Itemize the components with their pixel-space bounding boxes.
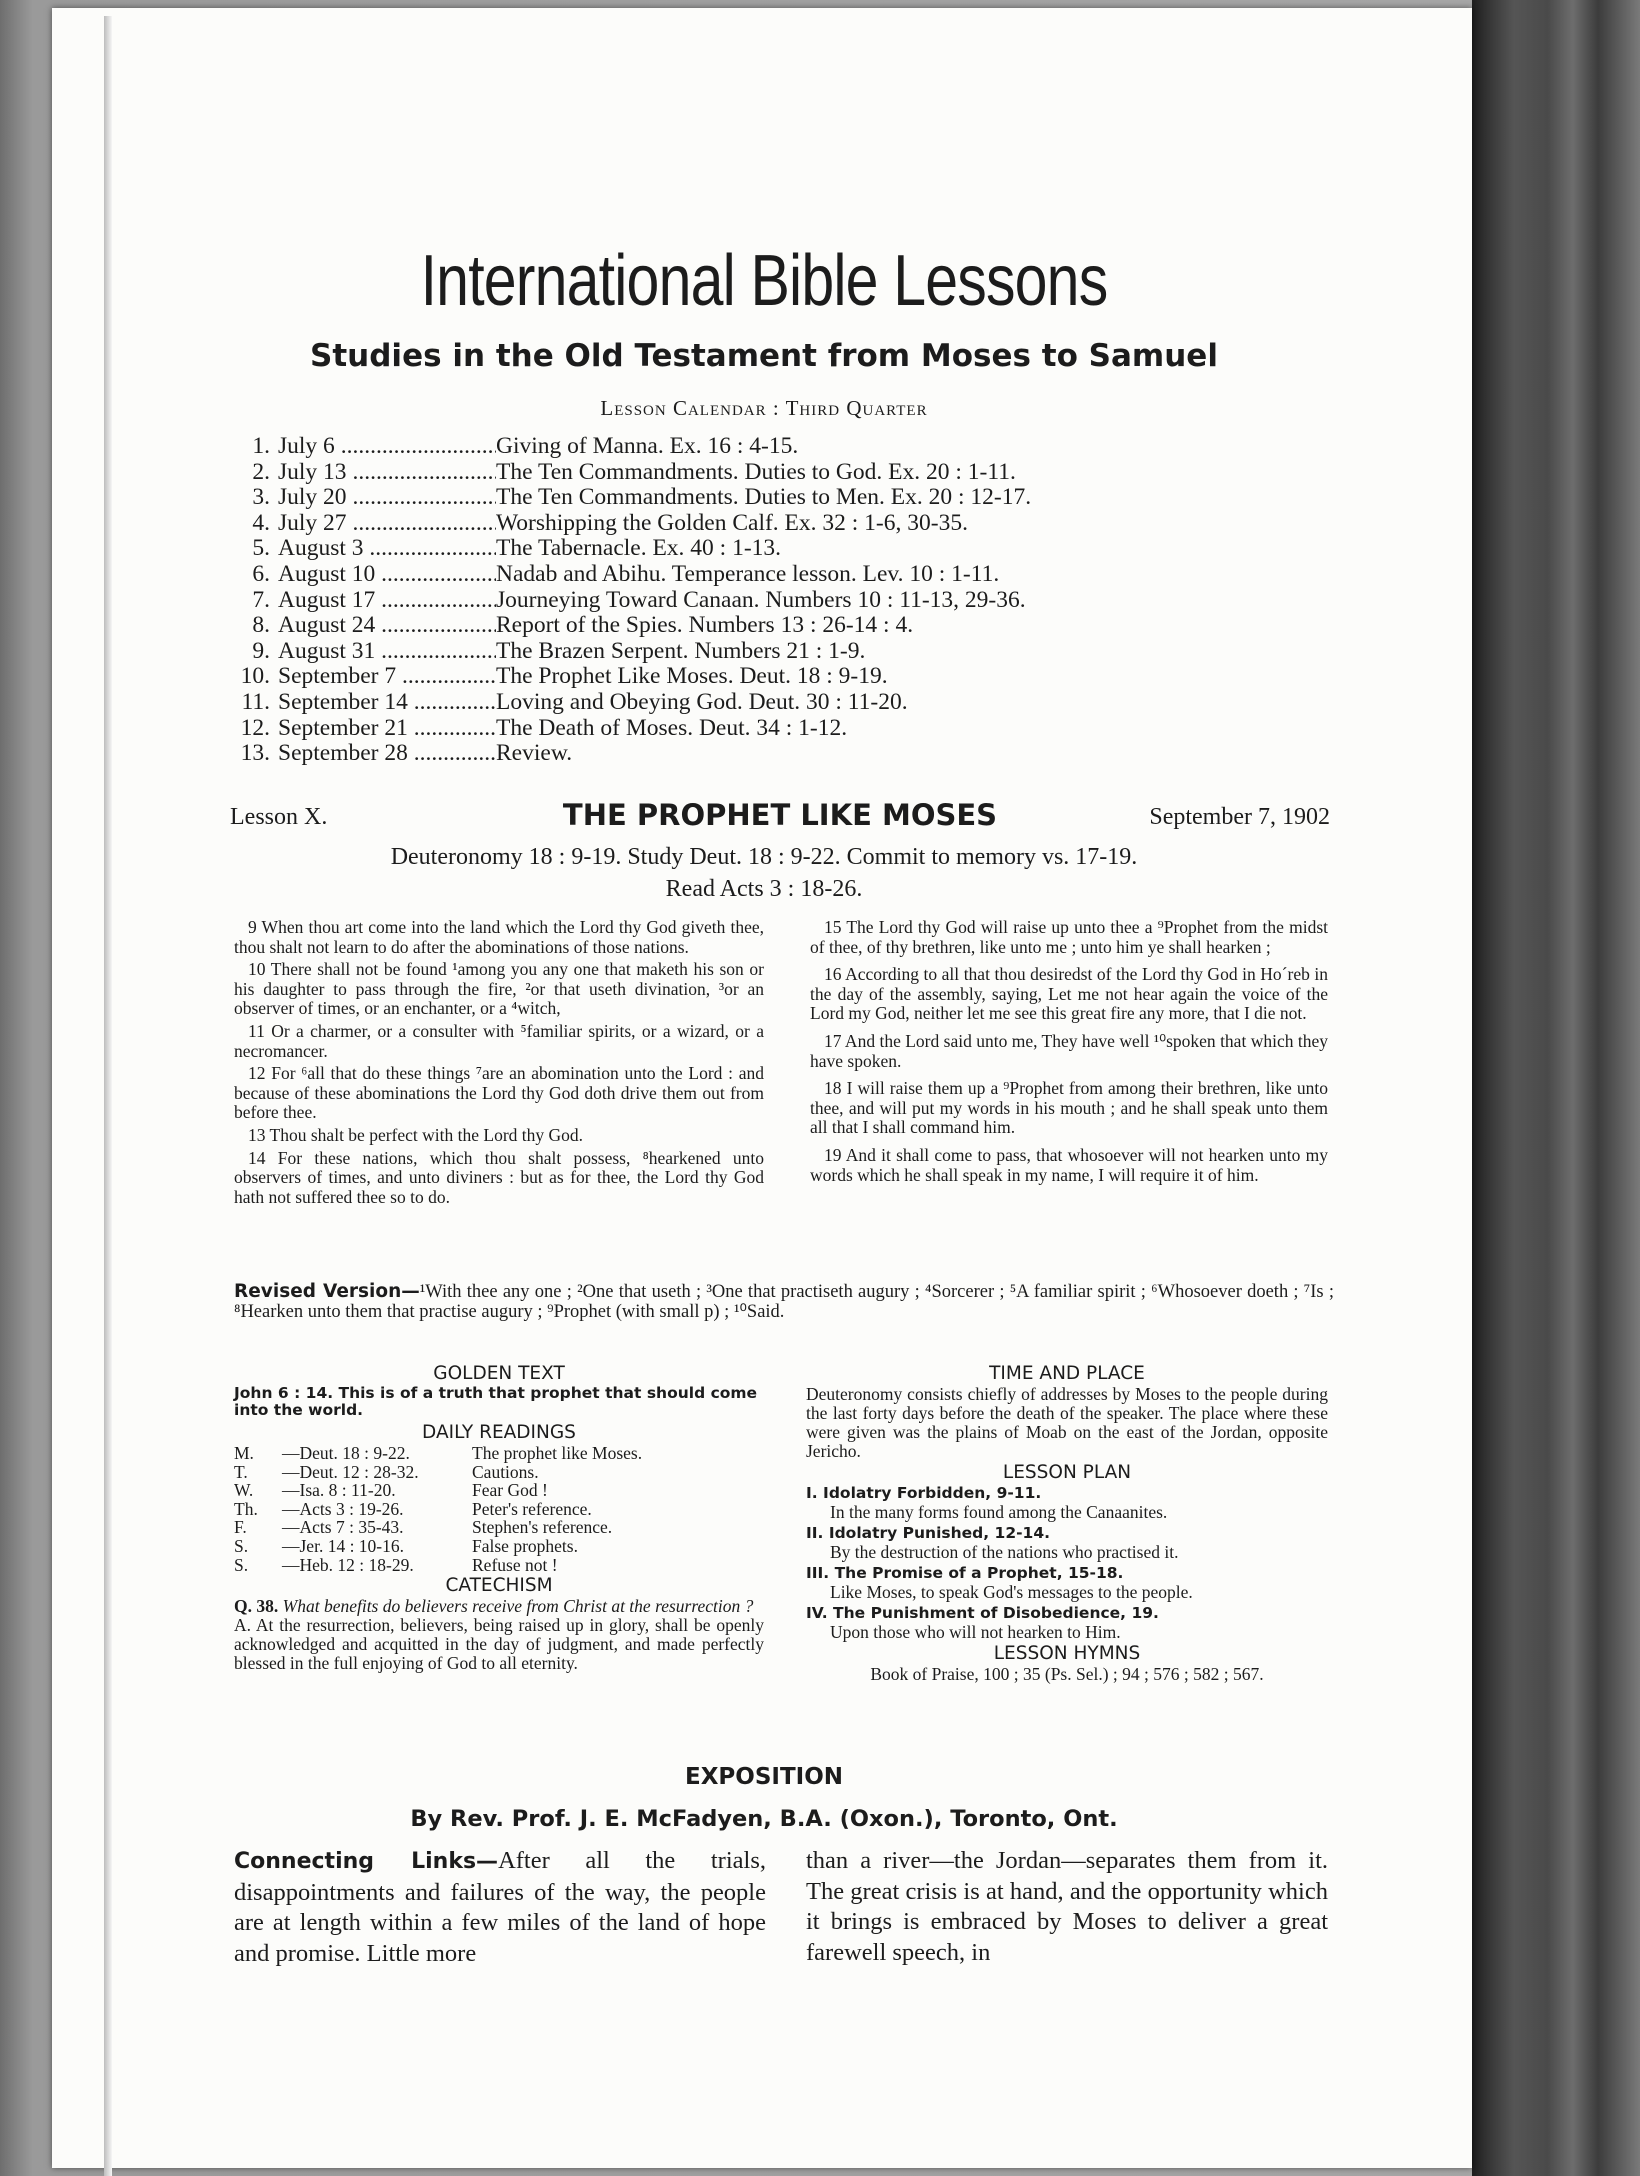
calendar-row [234,639,1334,665]
reading-day: S. [234,1554,249,1575]
lesson-title: THE PROPHET LIKE MOSES [562,798,998,832]
calendar-row [234,562,1334,588]
calendar-number: 6. [252,560,270,587]
calendar-row [234,536,1334,562]
lesson-plan-item: II. Idolatry Punished, 12-14. [806,1524,1051,1542]
verse: 17 And the Lord said unto me, They have well ¹⁰spoken that which they have spoken. [810,1030,1328,1071]
calendar-row [234,741,1334,767]
lesson-plan-detail: By the destruction of the nations who practised it. [830,1542,1179,1562]
calendar-lesson: The Tabernacle. Ex. 40 : 1-13. [496,535,782,562]
book-page-edges [1472,0,1640,2176]
reading-description: Cautions. [472,1461,539,1482]
calendar-row [234,434,1334,460]
catechism-question-number: Q. 38. [234,1596,279,1617]
calendar-number: 11. [241,688,270,715]
calendar-date: July 13 ..... [278,460,496,486]
calendar-lesson: Loving and Obeying God. Deut. 30 : 11-20. [496,688,908,715]
calendar-lesson: Nadab and Abihu. Temperance lesson. Lev. 10 : 1-11. [496,560,1000,587]
calendar-row [234,716,1334,742]
calendar-number: 13. [240,740,270,767]
reading-day: S. [234,1535,249,1556]
time-place-heading: TIME AND PLACE [989,1363,1145,1384]
calendar-number: 10. [240,663,270,690]
lesson-hymns-heading: LESSON HYMNS [993,1643,1141,1664]
calendar-date: July 27 ..... [278,511,496,537]
calendar-heading: Lesson Calendar : Third Quarter [600,396,928,420]
reading-day: Th. [234,1498,258,1519]
calendar-date: August 17 ..... [278,588,496,614]
calendar-row [234,664,1334,690]
calendar-number: 1. [252,433,270,459]
reading-reference: —Acts 7 : 35-43. [282,1517,404,1538]
lesson-plan-item: I. Idolatry Forbidden, 9-11. [806,1484,1042,1502]
calendar-number: 9. [252,637,270,664]
calendar-lesson: The Death of Moses. Deut. 34 : 1-12. [496,714,848,741]
reading-reference: —Heb. 12 : 18-29. [282,1554,414,1575]
calendar-date: September 14 ..... [278,690,496,716]
calendar-date: September 28 ..... [278,741,496,767]
revised-version-text: ¹With thee any one ; ²One that useth ; ³One that practiseth augury ; ⁴Sorcerer ; ⁵A familiar spirit ; ⁶Whosoever doeth ; ⁷Is ; ⁸Hearken unto them that practise augury ; ⁹Prophet (with small p) ; ¹⁰Said. [234,1282,1334,1322]
calendar-row [234,460,1334,486]
reading-description: Stephen's reference. [472,1517,613,1538]
daily-readings-list [234,1444,764,1574]
golden-text-heading: GOLDEN TEXT [433,1363,565,1384]
calendar-date: August 31 ..... [278,639,496,665]
verse: 13 Thou shalt be perfect with the Lord thy God. [248,1124,584,1145]
exposition-byline: By Rev. Prof. J. E. McFadyen, B.A. (Oxon.), Toronto, Ont. [410,1806,1118,1832]
calendar-row [234,613,1334,639]
calendar-lesson: The Ten Commandments. Duties to God. Ex. 20 : 1-11. [496,458,1016,485]
calendar-row [234,588,1334,614]
reading-day: W. [234,1480,254,1501]
exposition-left-column [234,1846,766,1969]
reading-reference: —Jer. 14 : 10-16. [282,1535,405,1556]
calendar-number: 5. [252,535,270,562]
calendar-lesson: The Brazen Serpent. Numbers 21 : 1-9. [496,637,866,664]
reading-day: F. [234,1517,247,1538]
calendar-lesson: Report of the Spies. Numbers 13 : 26-14 : 4. [496,612,914,639]
lesson-calendar [234,434,1334,767]
catechism-question-para [234,1597,764,1616]
reading-reference: —Acts 3 : 19-26. [282,1498,404,1519]
page-gutter-shadow [104,16,112,2176]
calendar-row [234,485,1334,511]
calendar-number: 8. [252,612,270,639]
revised-version-label: Revised Version— [234,1281,420,1302]
reading-description: Peter's reference. [472,1498,592,1519]
lesson-number: Lesson X. [230,804,328,830]
verses-left-column [234,918,764,1210]
lesson-date: September 7, 1902 [1149,804,1330,830]
reading-description: Fear God ! [472,1480,548,1501]
calendar-number: 3. [252,484,270,511]
lesson-scripture: Deuteronomy 18 : 9-19. Study Deut. 18 : 9-22. Commit to memory vs. 17-19. [390,844,1138,870]
verse: 9 When thou art come into the land which the Lord thy God giveth thee, thou shalt not learn to do after the abominations of those nations. [234,917,764,957]
exposition-right-column [806,1846,1328,1968]
reading-day: T. [234,1461,248,1482]
document-page [52,8,1472,2168]
calendar-lesson: The Prophet Like Moses. Deut. 18 : 9-19. [496,663,888,690]
exposition-heading: EXPOSITION [684,1764,844,1790]
time-place-body [806,1385,1328,1461]
left-study-column [234,1362,764,1673]
calendar-number: 2. [252,458,270,485]
calendar-date: August 10 ..... [278,562,496,588]
daily-readings-heading: DAILY READINGS [422,1422,576,1443]
lesson-plan-list [806,1484,1328,1642]
verse: 14 For these nations, which thou shalt possess, ⁸hearkened unto observers of times, and unto diviners : but as for thee, the Lord thy God hath not suffered thee so to do. [234,1147,764,1207]
lesson-plan-item: III. The Promise of a Prophet, 15-18. [806,1564,1124,1582]
calendar-lesson: Giving of Manna. Ex. 16 : 4-15. [496,433,799,459]
calendar-date: August 3 ..... [278,536,496,562]
calendar-row [234,690,1334,716]
exposition-right-text: than a river—the Jordan—separates them from it. The great crisis is at hand, and the opportunity which it brings is embraced by Moses to deliver a great farewell speech, in [806,1847,1328,1966]
reading-description: False prophets. [472,1535,578,1556]
catechism-heading: CATECHISM [445,1575,553,1597]
reading-reference: —Deut. 18 : 9-22. [282,1443,410,1463]
exposition-left-text: After all the trials, disappointments and failures of the way, the people are at length within a few miles of the land of hope and promise. Little more [234,1847,766,1967]
calendar-number: 7. [252,586,270,613]
calendar-date: July 6 ..... [278,434,496,460]
lesson-plan-heading: LESSON PLAN [1002,1462,1132,1483]
verse: 15 The Lord thy God will raise up unto thee a ⁹Prophet from the midst of thee, of thy brethren, like unto me ; unto him ye shall hearken ; [810,917,1328,957]
calendar-row [234,511,1334,537]
verse: 19 And it shall come to pass, that whosoever will not hearken unto my words which he shall speak in my name, I will require it of him. [810,1144,1328,1185]
page-title: International Bible Lessons [420,241,1108,321]
lesson-hymns: Book of Praise, 100 ; 35 (Ps. Sel.) ; 94 ; 576 ; 582 ; 567. [870,1664,1264,1684]
lesson-plan-detail: In the many forms found among the Canaanites. [830,1502,1168,1522]
exposition-lead: Connecting Links— [234,1849,499,1874]
lesson-reading: Read Acts 3 : 18-26. [665,876,863,902]
calendar-date: July 20 ..... [278,485,496,511]
reading-description: Refuse not ! [472,1554,558,1575]
calendar-number: 4. [252,509,270,536]
lesson-plan-detail: Like Moses, to speak God's messages to the people. [830,1582,1193,1602]
calendar-lesson: Worshipping the Golden Calf. Ex. 32 : 1-6, 30-35. [496,509,968,536]
calendar-number: 12. [240,714,270,741]
page-subtitle: Studies in the Old Testament from Moses to Samuel [310,338,1218,374]
calendar-date: August 24 ..... [278,613,496,639]
reading-reference: —Isa. 8 : 11-20. [282,1480,396,1501]
time-place-text: Deuteronomy consists chiefly of addresses by Moses to the people during the last forty days before the death of the speaker. The place where these were given was the plains of Moab on the east of the Jordan, opposite Jericho. [806,1384,1328,1461]
reading-reference: —Deut. 12 : 28-32. [282,1461,419,1482]
right-study-column [806,1362,1328,1684]
verse: 18 I will raise them up a ⁹Prophet from among their brethren, like unto thee, and will put my words in his mouth ; and he shall speak unto them all that I shall command him. [810,1078,1328,1138]
calendar-lesson: Journeying Toward Canaan. Numbers 10 : 11-13, 29-36. [496,586,1026,613]
calendar-date: September 21 ..... [278,716,496,742]
calendar-lesson: Review. [496,740,573,767]
calendar-date: September 7 ..... [278,664,496,690]
lesson-plan-detail: Upon those who will not hearken to Him. [830,1622,1121,1642]
reading-description: The prophet like Moses. [472,1443,643,1463]
golden-text: John 6 : 14. This is of a truth that prophet that should come into the world. [234,1384,758,1419]
lesson-header [230,798,1330,838]
verse: 10 There shall not be found ¹among you any one that maketh his son or his daughter to pass through the fire, ²or that useth divination, ³or an observer of times, or an enchanter, or a ⁴witch, [234,959,764,1019]
revised-version-notes [234,1282,1334,1322]
catechism-body [234,1597,764,1673]
lesson-plan-item: IV. The Punishment of Disobedience, 19. [806,1604,1159,1622]
verse: 11 Or a charmer, or a consulter with ⁵familiar spirits, or a wizard, or a necromancer. [234,1020,764,1061]
verse: 16 According to all that thou desiredst of the Lord thy God in Ho´reb in the day of the assembly, saying, Let me not hear again the voice of the Lord my God, neither let me see this great fire any more, that I die not. [810,964,1328,1024]
verse: 12 For ⁶all that do these things ⁷are an abomination unto the Lord : and because of these abominations the Lord thy God doth drive them out from before thee. [234,1063,764,1123]
calendar-lesson: The Ten Commandments. Duties to Men. Ex. 20 : 12-17. [496,484,1032,511]
verses-right-column [810,918,1328,1193]
reading-day: M. [234,1443,254,1463]
catechism-answer: A. At the resurrection, believers, being raised up in glory, shall be openly acknowledged and acquitted in the day of judgment, and made perfectly blessed in the full enjoying of God to all eternity. [234,1615,764,1674]
catechism-question: What benefits do believers receive from Christ at the resurrection ? [282,1596,754,1617]
